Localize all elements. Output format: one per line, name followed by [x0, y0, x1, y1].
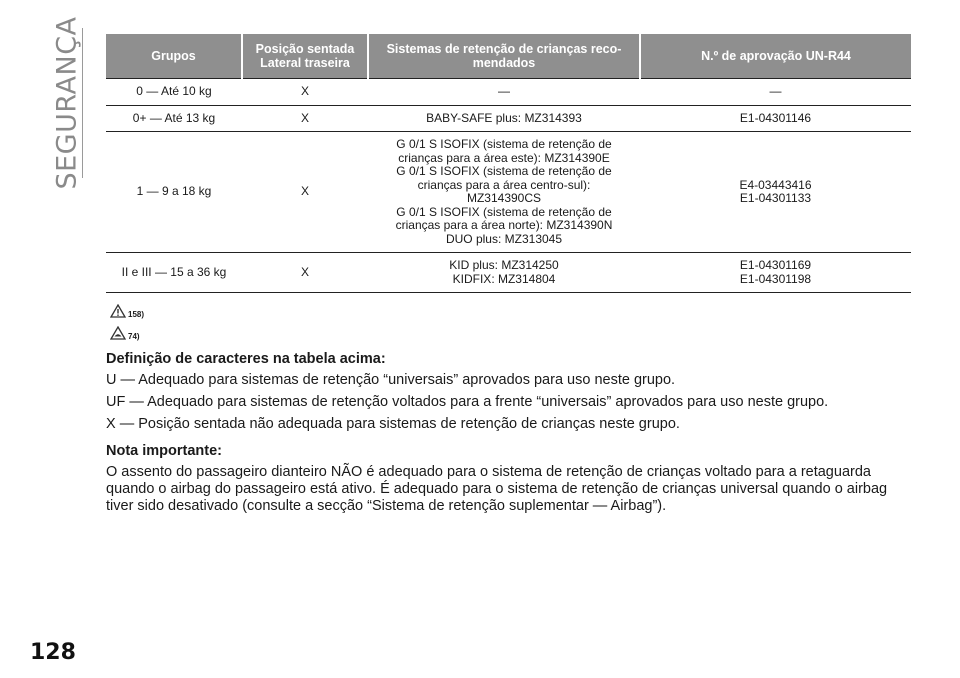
cell-approval: E4-03443416 E1-04301133	[640, 132, 911, 253]
definition-x: X — Posição sentada não adequada para sistemas de retenção de crianças neste grupo.	[106, 416, 680, 432]
important-text: O assento do passageiro dianteiro NÃO é adequado para o sistema de retenção de crianças voltado para a retaguarda quando o airbag do passageiro está ativo. É adequado para o sistema de retenção de crianças universal quando o airbag tiver sido desativado (consulte a secção “Sistema de retenção suplementar — Airbag”).	[106, 464, 888, 514]
table-row	[106, 132, 911, 253]
section-divider	[82, 28, 83, 178]
warning-ref: 158)	[128, 309, 145, 319]
definition-u: U — Adequado para sistemas de retenção “universais” aprovados para uso neste grupo.	[106, 372, 676, 388]
definitions-heading: Definição de caracteres na tabela acima:	[106, 351, 386, 367]
cell-position: X	[242, 253, 368, 293]
header-posicao-sentada: Posição sentada Lateral traseira	[242, 34, 368, 79]
cell-system: BABY-SAFE plus: MZ314393	[368, 105, 640, 132]
cell-system: —	[368, 79, 640, 106]
table-row	[106, 79, 911, 106]
cell-group: 1 — 9 a 18 kg	[106, 132, 242, 253]
warning-note	[110, 302, 144, 320]
cell-system: G 0/1 S ISOFIX (sistema de retenção de crianças para a área este): MZ314390E G 0/1 S ISOFIX (sistema de retenção de crianças para a área centro-sul): MZ314390CS G 0/1 S ISOFIX (sistema de retenção de crianças para a área norte): MZ314390N DUO plus: MZ313045	[368, 132, 640, 253]
table-row	[106, 253, 911, 293]
caution-note	[110, 324, 144, 342]
cell-group: 0+ — Até 13 kg	[106, 105, 242, 132]
header-aprovacao: N.º de aprovação UN-R44	[640, 34, 911, 79]
header-grupos: Grupos	[106, 34, 242, 79]
child-restraint-table	[106, 34, 911, 293]
cell-approval: —	[640, 79, 911, 106]
cell-group: 0 — Até 10 kg	[106, 79, 242, 106]
important-heading: Nota importante:	[106, 443, 222, 459]
cell-position: X	[242, 79, 368, 106]
cell-system: KID plus: MZ314250 KIDFIX: MZ314804	[368, 253, 640, 293]
definition-uf: UF — Adequado para sistemas de retenção voltados para a frente “universais” aprovados para uso neste grupo.	[106, 394, 829, 410]
cell-position: X	[242, 105, 368, 132]
section-title	[51, 16, 83, 190]
cell-approval: E1-04301169 E1-04301198	[640, 253, 911, 293]
caution-ref: 74)	[128, 331, 140, 341]
cell-group: II e III — 15 a 36 kg	[106, 253, 242, 293]
child-restraint-table-container	[106, 34, 911, 293]
table-header-row	[106, 34, 911, 79]
notes-references	[110, 302, 144, 346]
table-row	[106, 105, 911, 132]
cell-approval: E1-04301146	[640, 105, 911, 132]
header-sistemas-retencao: Sistemas de retenção de crianças reco- mendados	[368, 34, 640, 79]
warning-triangle-icon	[110, 304, 126, 318]
page-number: 128	[30, 640, 76, 665]
caution-triangle-icon	[110, 326, 126, 340]
cell-position: X	[242, 132, 368, 253]
explanations	[106, 350, 916, 520]
section-title-text: SEGURANÇA	[51, 16, 83, 190]
